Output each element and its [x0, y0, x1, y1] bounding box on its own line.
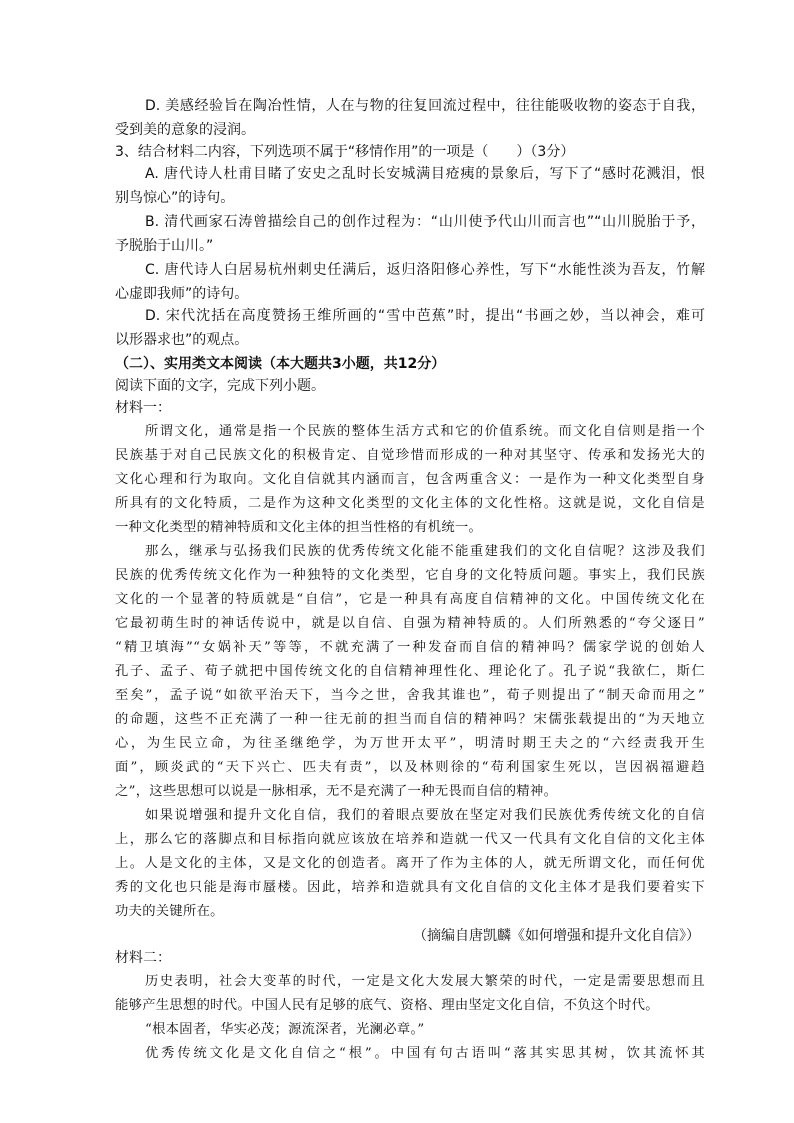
q3-option-c-line1: C. 唐代诗人白居易杭州刺史任满后，返归洛阳修心养性，写下“水能性淡为吾友，竹解: [145, 262, 705, 278]
q3-option-a-line2: 别鸟惊心”的诗句。: [115, 190, 235, 206]
material1-p3-line2: 上，那么它的落脚点和目标指向就应该放在培养和造就一代又一代具有文化自信的文化主体: [115, 832, 705, 847]
material1-p1-line3: 文化心理和行为取向。文化自信就其内涵而言，包含两重含义：一是作为一种文化类型自身: [115, 472, 705, 487]
q3-option-d-line2: 以形器求也”的观点。: [115, 332, 249, 348]
material1-p2-line6: 孔子、孟子、荀子就把中国传统文化的自信精神理性化、理论化了。孔子说“我欲仁，斯仁: [115, 664, 705, 679]
material1-p2-line4: 它最初萌生时的神话传说中，就是以自信、自强为精神特质的。人们所熟悉的“夸父逐日”: [115, 616, 705, 631]
material1-p2-line11: 之”，这些思想可以说是一脉相承，无不是充满了一种无畏而自信的精神。: [115, 784, 558, 799]
material1-p3-line5: 功夫的关键所在。: [115, 904, 224, 919]
material1-p3-line4: 秀的文化也只能是海市蜃楼。因此，培养和造就具有文化自信的文化主体才是我们要着实下: [115, 880, 705, 895]
material1-p2-line2: 民族的优秀传统文化作为一种独特的文化类型，它自身的文化特质问题。事实上，我们民族: [115, 568, 705, 583]
section-heading: （二）、实用类文本阅读（本大题共3小题，共12分）: [115, 356, 446, 372]
q3-option-a-line1: A. 唐代诗人杜甫目睹了安史之乱时长安城满目疮痍的景象后，写下了“感时花溅泪，恨: [145, 166, 705, 182]
material1-p1-line1: 所谓文化，通常是指一个民族的整体生活方式和它的价值系统。而文化自信则是指一个: [145, 424, 705, 439]
q3-option-c-line2: 心虚即我师”的诗句。: [115, 286, 249, 302]
q3-option-d-line1: D. 宋代沈括在高度赞扬王维所画的“雪中芭蕉”时，提出“书画之妙，当以神会，难可: [145, 308, 705, 324]
material1-p2-line7: 至矣”，孟子说“如欲平治天下，当今之世，舍我其谁也”，荀子则提出了“制天命而用之”: [115, 688, 705, 703]
material1-p1-line2: 民族基于对自己民族文化的积极肯定、自觉珍惜而形成的一种对其坚守、传承和发扬光大的: [115, 448, 705, 463]
material1-p3-line1: 如果说增强和提升文化自信，我们的着眼点要放在坚定对我们民族优秀传统文化的自信: [145, 808, 705, 823]
material2-label: 材料二：: [115, 950, 171, 966]
material1-p3-line3: 上。人是文化的主体，又是文化的创造者。离开了作为主体的人，就无所谓文化，而任何优: [115, 856, 705, 871]
material1-label: 材料一：: [115, 400, 171, 416]
material2-p1-line1: 历史表明，社会大变革的时代，一定是文化大发展大繁荣的时代，一定是需要思想而且: [145, 974, 705, 989]
material1-p2-line8: 的命题，这些不正充满了一种一往无前的担当而自信的精神吗？宋儒张载提出的“为天地立: [115, 712, 705, 727]
material2-p2-line1: 优秀传统文化是文化自信之“根”。中国有句古语叫“落其实思其树，饮其流怀其: [145, 1046, 705, 1061]
material1-p2-line9: 心，为生民立命，为往圣继绝学，为万世开太平”，明清时期王夫之的“六经责我开生: [115, 736, 705, 751]
q3-stem: 3、结合材料二内容，下列选项不属于“移情作用”的一项是（ ）（3分）: [115, 144, 575, 160]
material1-p2-line3: 文化的一个显著的特质就是“自信”，它是一种具有高度自信精神的文化。中国传统文化在: [115, 592, 705, 607]
material1-p2-line1: 那么，继承与弘扬我们民族的优秀传统文化能不能重建我们的文化自信呢？这涉及我们: [145, 544, 705, 559]
material1-p1-line5: 一种文化类型的精神特质和文化主体的担当性格的有机统一。: [115, 520, 483, 535]
material2-p1-line2: 能够产生思想的时代。中国人民有足够的底气、资格、理由坚定文化自信，不负这个时代。: [115, 998, 659, 1013]
material1-p2-line10: 面”，顾炎武的“天下兴亡、匹夫有责”，以及林则徐的“苟利国家生死以，岂因祸福避趋: [115, 760, 705, 775]
material1-p2-line5: “精卫填海”“女娲补天”等等，不就充满了一种发奋而自信的精神吗？儒家学说的创始人: [115, 640, 705, 655]
reading-instruction: 阅读下面的文字，完成下列小题。: [115, 378, 325, 394]
material2-quote: “根本固者，华实必茂；源流深者，光澜必章。”: [145, 1022, 425, 1037]
material1-p1-line4: 所具有的文化特质，二是作为这种文化类型的文化主体的文化性格。这就是说，文化自信是: [115, 496, 705, 511]
q2-option-d-line2: 受到美的意象的浸润。: [115, 122, 255, 138]
q3-option-b-line1: B. 清代画家石涛曾描绘自己的创作过程为：“山川使予代山川而言也”“山川脱胎于予，: [145, 214, 705, 230]
q3-option-b-line2: 予脱胎于山川。”: [115, 238, 214, 254]
material1-source: （摘编自唐凯麟《如何增强和提升文化自信》）: [413, 928, 700, 944]
q2-option-d-line1: D. 美感经验旨在陶冶性情，人在与物的往复回流过程中，往往能吸收物的姿态于自我，: [145, 98, 705, 114]
